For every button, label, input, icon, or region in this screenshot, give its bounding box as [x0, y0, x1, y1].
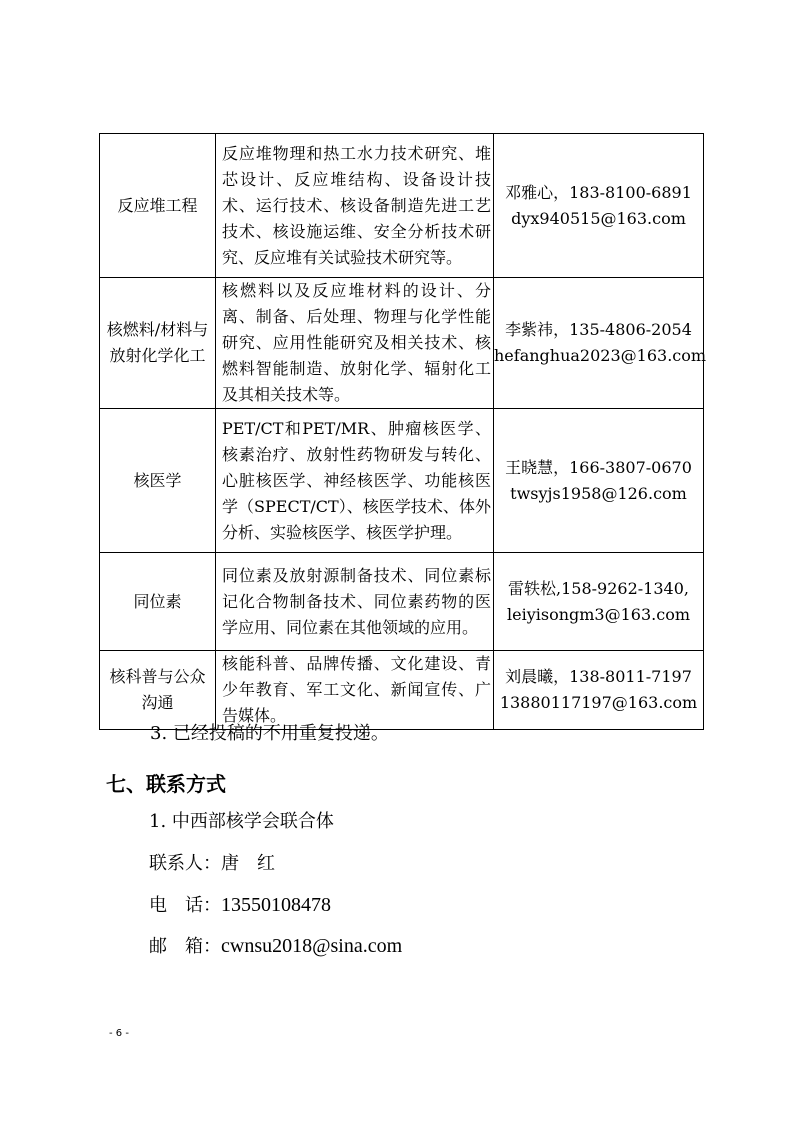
contact-name-phone: 王晓慧，166-3807-0670 — [505, 457, 692, 477]
contact-email: leiyisongm3@163.com — [507, 604, 690, 624]
table-row — [100, 651, 704, 730]
table-row — [100, 409, 704, 553]
contact-email: 13880117197@163.com — [499, 693, 698, 712]
table-row — [100, 278, 704, 409]
description-cell: 同位素及放射源制备技术、同位素标记化合物制备技术、同位素药物的医学应用、同位素在其他领域的应用。 — [216, 553, 494, 651]
submission-note: 3. 已经投稿的不用重复投递。 — [150, 723, 389, 744]
description-cell: 反应堆物理和热工水力技术研究、堆芯设计、反应堆结构、设备设计技术、运行技术、核设备制造先进工艺技术、核设施运维、安全分析技术研究、反应堆有关试验技术研究等。 — [216, 134, 494, 278]
contact-name-phone: 刘晨曦，138-8011-7197 — [505, 667, 692, 686]
contact-name-phone: 雷轶松,158-9262-1340, — [508, 578, 689, 598]
description-cell: 核燃料以及反应堆材料的设计、分离、制备、后处理、物理与化学性能研究、应用性能研究及相关技术、核燃料智能制造、放射化学、辐射化工及其相关技术等。 — [216, 278, 494, 409]
contact-cell — [494, 134, 704, 278]
contact-name-phone: 邓雅心，183-8100-6891 — [505, 182, 692, 202]
contact-name-phone: 李紫祎，135-4806-2054 — [505, 320, 692, 339]
contact-cell — [494, 651, 704, 730]
category-cell: 反应堆工程 — [100, 134, 216, 278]
category-cell: 核科普与公众沟通 — [100, 651, 216, 730]
description-cell: 核能科普、品牌传播、文化建设、青少年教育、军工文化、新闻宣传、广告媒体。 — [216, 651, 494, 730]
contact-cell — [494, 278, 707, 409]
category-cell: 同位素 — [100, 553, 216, 651]
table-row — [100, 134, 704, 278]
email-value: cwnsu2018@sina.com — [221, 935, 403, 957]
category-cell: 核医学 — [100, 409, 216, 553]
contact-person-name: 唐 红 — [221, 853, 275, 874]
contact-person-label: 联系人： — [149, 853, 221, 874]
organization-name: 1. 中西部核学会联合体 — [149, 811, 334, 832]
contact-cell — [494, 553, 704, 651]
category-cell: 核燃料/材料与放射化学化工 — [100, 278, 216, 409]
page-number: - 6 - — [109, 1028, 129, 1039]
contact-cell — [494, 409, 704, 553]
contacts-table — [99, 133, 707, 730]
phone-label: 电 话： — [149, 895, 221, 916]
phone-value: 13550108478 — [221, 894, 331, 916]
phone-line — [149, 892, 331, 919]
email-label: 邮 箱： — [149, 936, 221, 957]
contact-email: hefanghua2023@163.com — [494, 346, 707, 365]
section-title: 七、联系方式 — [106, 772, 226, 796]
contact-person-line — [149, 851, 275, 877]
table-row — [100, 553, 704, 651]
contact-email: twsyjs1958@126.com — [510, 483, 687, 503]
contact-email: dyx940515@163.com — [511, 208, 686, 228]
description-cell: PET/CT和PET/MR、肿瘤核医学、核素治疗、放射性药物研发与转化、心脏核医学、神经核医学、功能核医学（SPECT/CT）、核医学技术、体外分析、实验核医学、核医学护理。 — [216, 409, 494, 553]
email-line — [149, 933, 402, 960]
